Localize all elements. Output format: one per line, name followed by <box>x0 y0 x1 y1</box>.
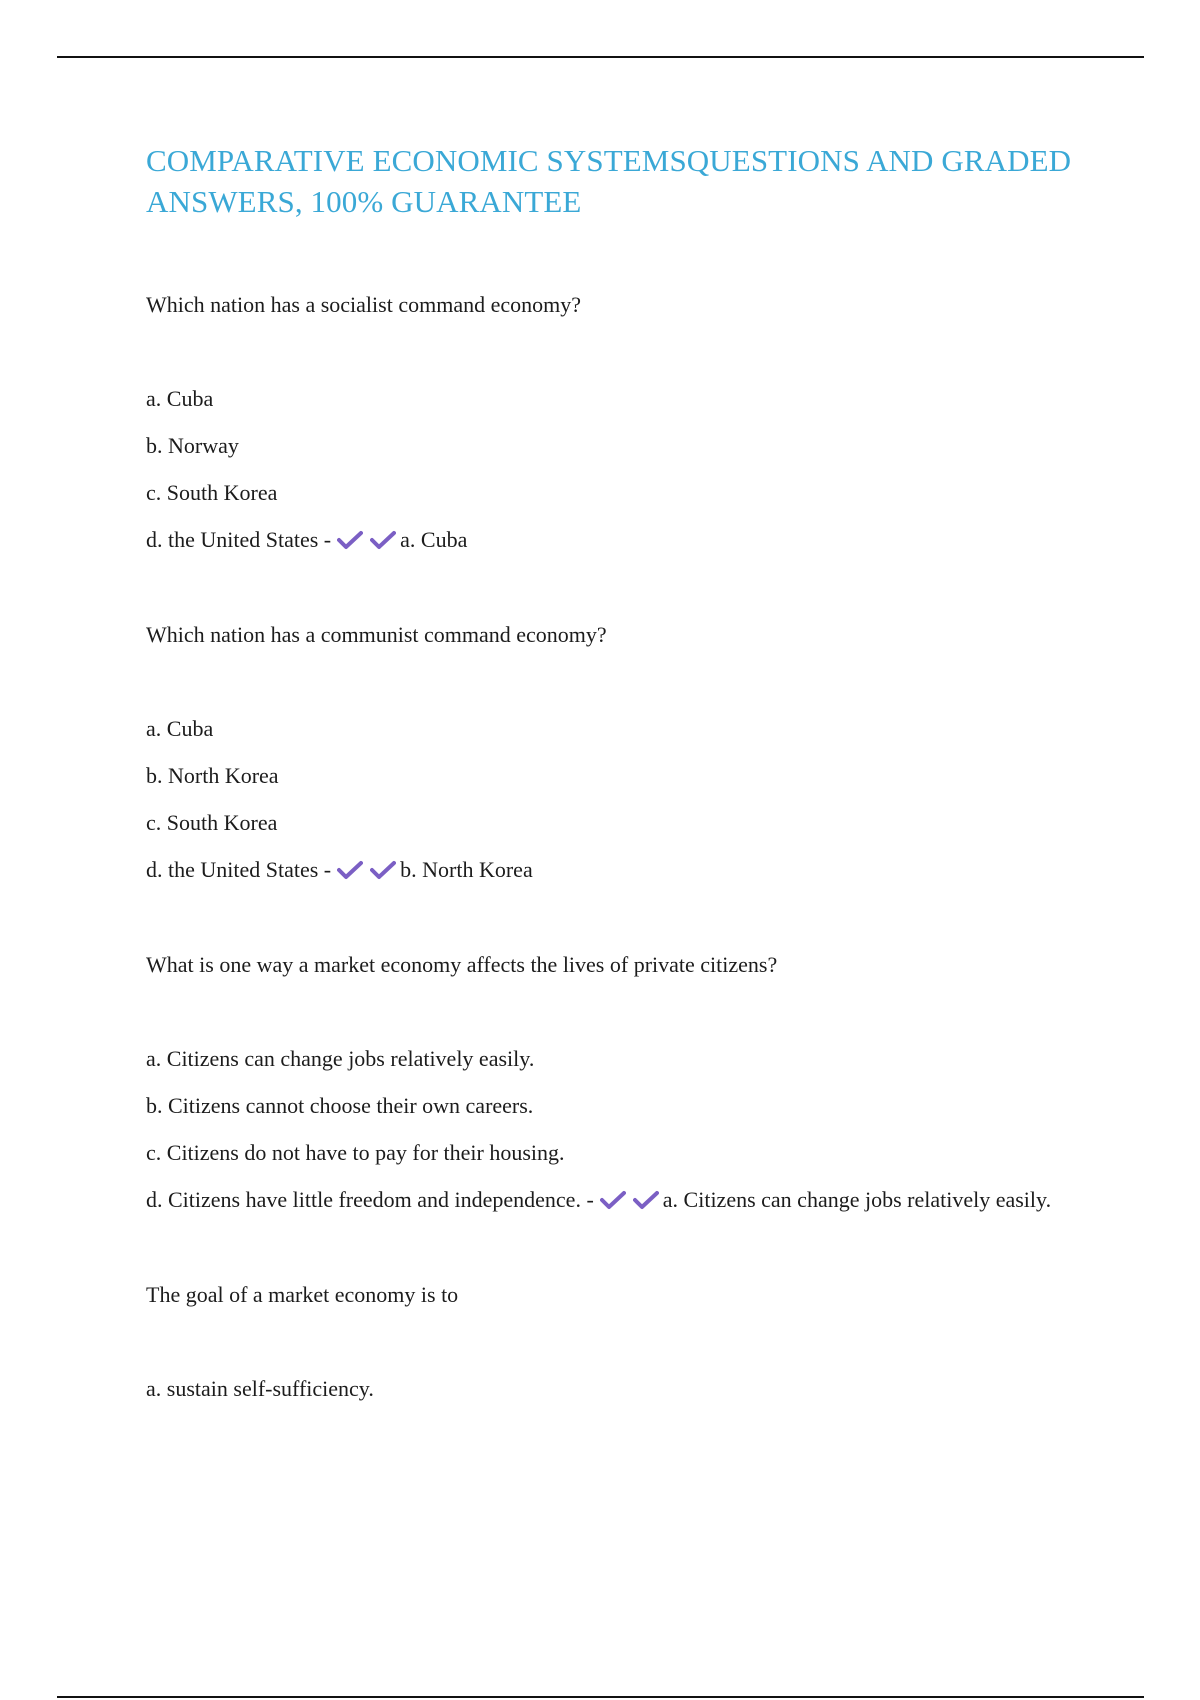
options-list <box>146 384 1086 555</box>
option-item: b. Norway <box>146 433 239 458</box>
answer-text: a. Citizens can change jobs relatively easily. <box>662 1187 1052 1212</box>
option-item-last <box>146 525 1086 555</box>
checkmark-icon <box>370 530 396 550</box>
option-item: a. Citizens can change jobs relatively easily. <box>146 1046 535 1071</box>
option-text: d. the United States - <box>146 857 332 882</box>
option-item: a. sustain self-sufficiency. <box>146 1376 374 1401</box>
option-item: c. Citizens do not have to pay for their housing. <box>146 1140 565 1165</box>
options-list <box>146 1374 1086 1404</box>
checkmark-icon <box>370 860 396 880</box>
top-rule <box>57 56 1144 58</box>
option-item: b. North Korea <box>146 763 279 788</box>
option-text: d. Citizens have little freedom and independence. - <box>146 1187 594 1212</box>
question-block <box>146 291 1086 555</box>
question-text: What is one way a market economy affects the lives of private citizens? <box>146 952 778 977</box>
option-item: b. Citizens cannot choose their own careers. <box>146 1093 534 1118</box>
option-text: d. the United States - <box>146 527 332 552</box>
checkmark-icon <box>337 530 363 550</box>
checkmark-icon <box>633 1190 659 1210</box>
option-item: c. South Korea <box>146 810 278 835</box>
bottom-rule <box>57 1696 1144 1698</box>
options-list <box>146 1044 1086 1215</box>
option-item: c. South Korea <box>146 480 278 505</box>
question-block <box>146 1281 1086 1404</box>
checkmark-icon <box>337 860 363 880</box>
answer-text: a. Cuba <box>400 527 468 552</box>
question-text: Which nation has a communist command economy? <box>146 622 607 647</box>
option-item-last <box>146 1185 1086 1215</box>
question-block <box>146 621 1086 885</box>
document-title: COMPARATIVE ECONOMIC SYSTEMSQUESTIONS AND GRADED ANSWERS, 100% GUARANTEE <box>146 143 1072 219</box>
document-body <box>146 140 1086 1404</box>
options-list <box>146 714 1086 885</box>
option-item: a. Cuba <box>146 716 214 741</box>
question-text: Which nation has a socialist command economy? <box>146 292 581 317</box>
question-text: The goal of a market economy is to <box>146 1282 459 1307</box>
question-block <box>146 951 1086 1215</box>
checkmark-icon <box>600 1190 626 1210</box>
answer-text: b. North Korea <box>400 857 533 882</box>
option-item-last <box>146 855 1086 885</box>
option-item: a. Cuba <box>146 386 214 411</box>
